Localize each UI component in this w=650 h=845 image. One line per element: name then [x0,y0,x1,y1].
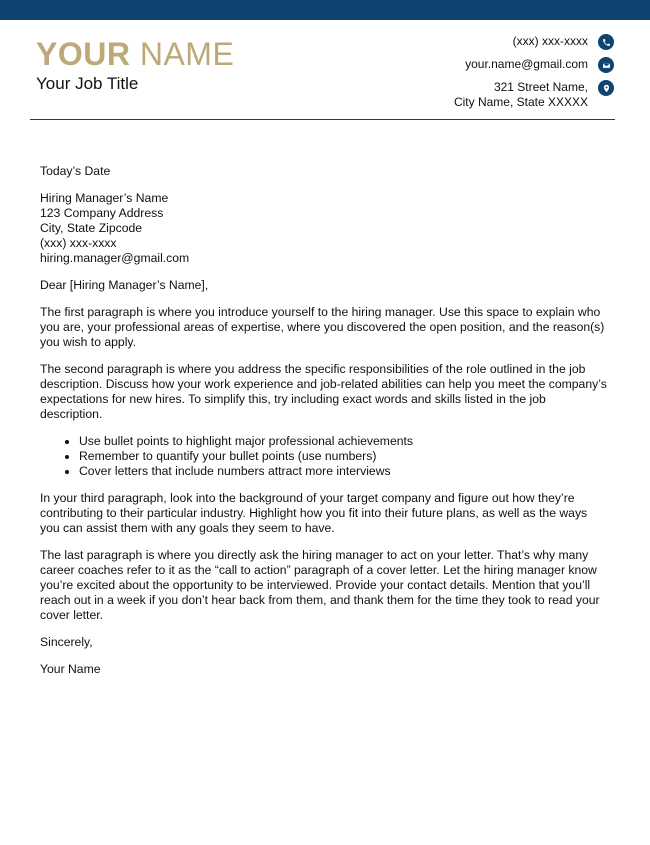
paragraph-2: The second paragraph is where you address the specific responsibilities of the role outlined in the job description. Discuss how your work experience and job-related abilities can help you meet the company’s expectations for new hires. To simplify this, try including exact words and skills listed in the job description. [40,362,607,421]
contact-address-row [454,80,614,110]
header-divider [30,119,615,120]
contact-phone-row [454,34,614,50]
job-title: Your Job Title [36,74,139,93]
phone-icon [598,34,614,50]
paragraph-3: In your third paragraph, look into the background of your target company and figure out how they’re contributing to their particular industry. Highlight how you fit into their future plans, as well as the ways you can assist them with any goals they seem to have. [40,491,588,535]
contact-phone: (xxx) xxx-xxxx [512,34,588,48]
letter-date: Today’s Date [40,164,111,178]
recipient-email: hiring.manager@gmail.com [40,251,190,265]
contact-address [454,80,588,110]
recipient-city: City, State Zipcode [40,221,143,235]
bullet-item: • Remember to quantify your bullet points (use numbers) [79,449,610,464]
recipient-name: Hiring Manager’s Name [40,191,169,205]
name-first: YOUR [36,36,131,72]
address-line2: City Name, State XXXXX [453,95,588,109]
achievement-bullets [40,434,610,479]
bullet-item: • Cover letters that include numbers attract more interviews [79,464,610,479]
name-last: NAME [139,36,235,72]
recipient-address [40,191,610,266]
signature: Your Name [40,662,101,676]
envelope-icon [598,57,614,73]
top-accent-bar [0,0,650,20]
contact-email-row [454,57,614,73]
contact-email: your.name@gmail.com [465,57,588,71]
salutation: Dear [Hiring Manager’s Name], [40,278,209,292]
paragraph-4: The last paragraph is where you directly ask the hiring manager to act on your letter. That’s why many career coaches refer to it as the “call to action” paragraph of a cover letter. Let the hiring manager know you’re excited about the opportunity to be interviewed. Provide your contact details. Mention that you’ll reach out in a week if you don’t hear back from them, and thank them for the time they took to read your cover letter. [40,548,600,622]
contact-block [454,34,614,117]
letter-body [40,164,610,689]
bullet-item: • Use bullet points to highlight major professional achievements [79,434,610,449]
recipient-phone: (xxx) xxx-xxxx [40,236,117,250]
applicant-name [36,36,234,72]
location-pin-icon [598,80,614,96]
paragraph-1: The first paragraph is where you introduce yourself to the hiring manager. Use this space to explain who you are, your professional areas of expertise, where you discovered the open position, and the reason(s) you wish to apply. [40,305,605,349]
address-line1: 321 Street Name, [493,80,588,94]
closing: Sincerely, [40,635,93,649]
recipient-company-address: 123 Company Address [40,206,164,220]
